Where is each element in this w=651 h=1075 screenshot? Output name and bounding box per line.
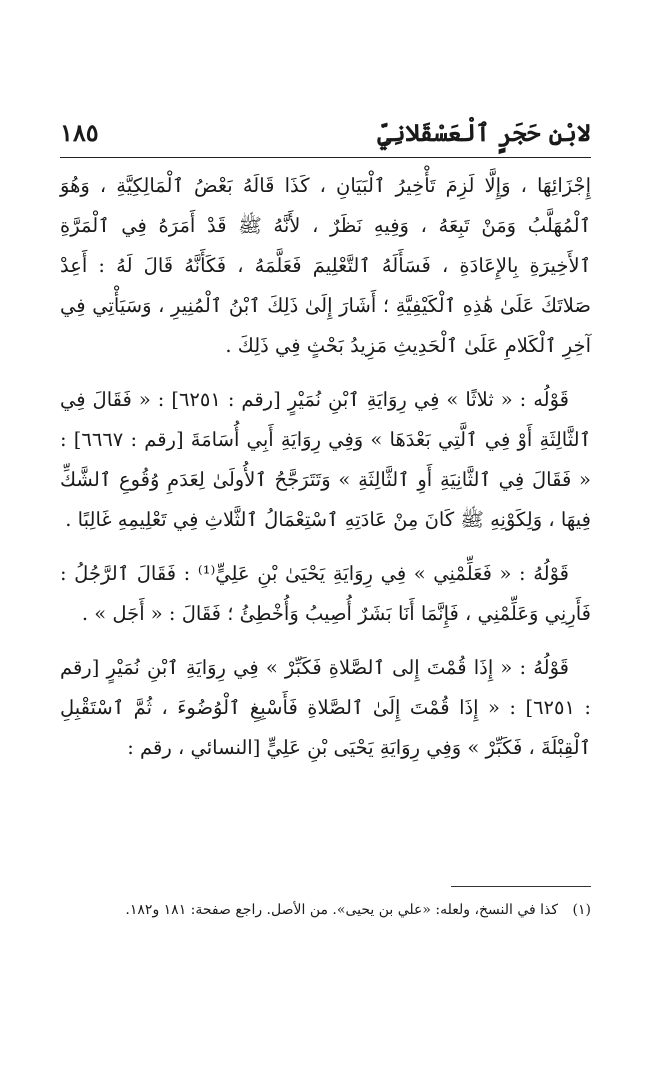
footnote [60, 898, 591, 922]
running-header [60, 112, 591, 152]
page-number: ١٨٥ [60, 117, 99, 147]
header-rule [60, 157, 591, 158]
text-line: ٱلرَّجُلُ : فَأَرِنِي وَعَلِّمْنِي ، فَإِنَّمَا أَنَا بَشَرٌ أُصِيبُ وَأُخْطِئُ ؛ [60, 562, 591, 625]
text-line: ٱلثَّالِثَةِ أَوْ فِي ٱلَّتِي بَعْدَهَا » وَفِي رِوَايَةِ أَبِي أُسَامَةَ [رقم : ٦٦٦٧] : [60, 428, 591, 451]
text-line: ٱلْمُهَلَّبُ وَمَنْ تَبِعَهُ ، وَفِيهِ نَظَرٌ ، لأَنَّهُ ﷺ قَدْ أَمَرَهُ فِي ٱلْمَرَّةِ [60, 214, 591, 237]
text-line: إِجْزَائِهَا ، وَإِلَّا لَزِمَ تَأْخِيرُ ٱلْبَيَانِ ، كَذَا قَالَهُ بَعْضُ ٱلْمَالِكِيَّةِ ، وَهُوَ [60, 174, 591, 197]
paragraph-1 [60, 166, 591, 366]
text-line: ٱلأَخِيرَةِ بِالإِعَادَةِ ، فَسَأَلَهُ ٱلتَّعْلِيمَ فَعَلَّمَهُ ، فَكَأَنَّهُ قَالَ لَهُ : أَعِدْ [60, 254, 591, 277]
footnote-text: كذا في النسخ، ولعله: «علي بن يحيى». من الأصل. راجع صفحة: ١٨١ و١٨٢. [125, 902, 559, 918]
text-line: ٱسْتَقْبِلِ ٱلْقِبْلَةَ ، فَكَبِّرْ » وَفِي رِوَايَةِ يَحْيَى بْنِ عَلِيٍّ [النسائي ، رقم : [60, 696, 591, 759]
text-line: صَلاتَكَ عَلَىٰ هَٰذِهِ ٱلْكَيْفِيَّةِ ؛ أَشَارَ إِلَىٰ ذَلِكَ ٱبْنُ ٱلْمُنِيرِ ، وَسَيَأْتِي [92, 294, 591, 317]
paragraph-4 [60, 648, 591, 768]
paragraph-3 [60, 554, 591, 634]
text-line: قَوْلُهُ : « إِذَا قُمْتَ إِلى ٱلصَّلاةِ فَكَبِّرْ » فِي رِوَايَةِ ٱبْنِ نُمَيْرٍ [106, 656, 569, 679]
text-line: قَوْلُهُ : « فَعَلِّمْنِي » فِي رِوَايَةِ يَحْيَىٰ بْنِ عَلِيٍّ⁽¹⁾ : فَقَالَ [136, 562, 569, 585]
body-text [60, 166, 591, 768]
paragraph-2 [60, 380, 591, 540]
text-line: غَالِبًا . [65, 508, 112, 531]
text-line: فِيهَا ، وَلِكَوْنِهِ ﷺ كَانَ مِنْ عَادَتِهِ ٱسْتِعْمَالُ ٱلثَّلاثِ فِي تَعْلِيمِهِ [117, 508, 591, 531]
footnote-number: (١) [572, 902, 591, 918]
text-line: قَوْلُه : « ثلاثًا » فِي رِوَايَةِ ٱبْنِ نُمَيْرٍ [رقم : ٦٢٥١] : « فَقَالَ فِي [60, 388, 569, 411]
footnote-rule [451, 886, 591, 887]
text-line: « فَقَالَ فِي ٱلثَّانِيَةِ أَوِ ٱلثَّالِثَةِ » وَتَتَرَجَّحُ ٱلأُولَىٰ لِعَدَمِ وُقُوعِ ٱلشَّكِّ [60, 468, 591, 491]
running-title: لابْنِ حَجَرٍ ٱلْعَسْقَلانِيِّ [377, 117, 591, 147]
text-line: فَقَالَ : « أَجَل » . [81, 602, 222, 625]
text-line: فِي آخِرِ ٱلْكَلامِ عَلَىٰ ٱلْحَدِيثِ مَزِيدُ بَحْثٍ فِي ذَلِكَ . [60, 294, 591, 357]
text-line: [رقم : ٦٢٥١] : « إِذَا قُمْتَ إِلَىٰ ٱلصَّلاةِ فَأَسْبِغِ ٱلْوُضُوءَ ، ثُمَّ [60, 656, 591, 719]
